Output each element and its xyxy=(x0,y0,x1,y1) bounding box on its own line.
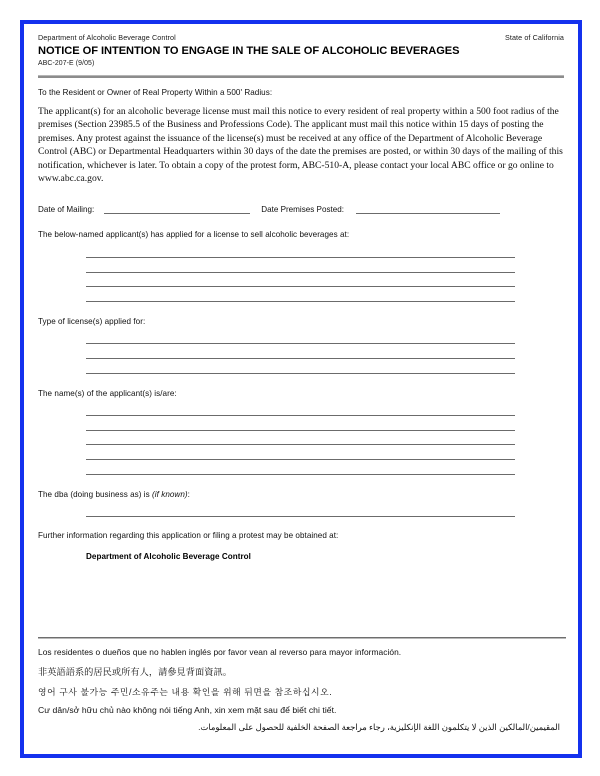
write-in-line[interactable] xyxy=(86,273,515,288)
date-premises-posted-label: Date Premises Posted: xyxy=(261,205,345,215)
dba-lines xyxy=(86,503,564,518)
body-paragraph: The applicant(s) for an alcoholic beverage license must mail this notice to every resident of real property within a 500 foot radius of the premises (Section 23985.5 of the Business and Professions Code). The applicant must mail this notice within 15 days of posting the premises. Any protest against the issuance of the license(s) must be received at any office of the Department of Alcoholic Beverage Control (ABC) or Departmental Headquarters within 30 days of the date the premises are posted, or within 30 days of the mailing of this notification, whichever is later. To obtain a copy of the protest form, ABC-510-A, please contact your local ABC office or go online to www.abc.ca.gov. xyxy=(38,106,563,185)
license-type-label: Type of license(s) applied for: xyxy=(38,316,146,326)
addressee-line: To the Resident or Owner of Real Property Within a 500' Radius: xyxy=(38,88,273,97)
section-applicant-names xyxy=(38,389,564,475)
dba-label-plain: The dba (doing business as) is xyxy=(38,489,153,499)
write-in-line[interactable] xyxy=(86,445,515,460)
footer-notice-korean: 영어 구사 불가능 주민/소유주는 내용 확인을 위해 뒤면을 참조하십시오. xyxy=(38,687,333,697)
write-in-line[interactable] xyxy=(86,344,515,359)
applicant-names-label: The name(s) of the applicant(s) is/are: xyxy=(38,388,177,398)
date-row xyxy=(38,204,564,214)
header-state: State of California xyxy=(504,33,564,42)
abc-office-name: Department of Alcoholic Beverage Control xyxy=(86,552,251,562)
applicant-names-lines xyxy=(86,402,564,475)
section-further-information xyxy=(38,531,564,561)
write-in-line[interactable] xyxy=(86,460,515,475)
date-of-mailing-label: Date of Mailing: xyxy=(38,205,95,215)
premises-address-lines xyxy=(86,243,564,301)
write-in-line[interactable] xyxy=(86,402,515,417)
section-premises-address xyxy=(38,230,564,301)
write-in-line[interactable] xyxy=(86,503,515,518)
write-in-line[interactable] xyxy=(86,258,515,273)
date-premises-posted-input[interactable] xyxy=(356,204,500,214)
footer-notice-vietnamese: Cư dân/sở hữu chủ nào không nói tiếng Anh, xin xem mặt sau để biết chi tiết. xyxy=(38,705,337,715)
write-in-line[interactable] xyxy=(86,359,515,374)
section-license-type xyxy=(38,317,564,374)
footer-divider xyxy=(38,637,566,639)
write-in-line[interactable] xyxy=(86,287,515,302)
page-title: NOTICE OF INTENTION TO ENGAGE IN THE SALE OF ALCOHOLIC BEVERAGES xyxy=(38,45,460,57)
dba-label-tail: : xyxy=(187,489,190,499)
footer-notice-spanish: Los residentes o dueños que no hablen inglés por favor vean al reverso para mayor información. xyxy=(38,647,402,657)
form-number: ABC-207-E (9/05) xyxy=(38,60,95,67)
section-dba xyxy=(38,490,564,518)
dba-label xyxy=(38,490,564,499)
premises-address-label: The below-named applicant(s) has applied for a license to sell alcoholic beverages at: xyxy=(38,230,350,240)
write-in-line[interactable] xyxy=(86,330,515,345)
header-department: Department of Alcoholic Beverage Control xyxy=(38,33,176,42)
multilingual-footer xyxy=(38,637,566,732)
write-in-line[interactable] xyxy=(86,243,515,258)
footer-notice-arabic: المقيمين/المالكين الذين لا يتكلمون اللغة الإنكليزية، رجاء مراجعة الصفحة الخلفية للحصول على المعلومات. xyxy=(198,722,560,732)
footer-notice-chinese: 非英語語系的居民或所有人，請參見背面資訊。 xyxy=(38,667,232,677)
write-in-line[interactable] xyxy=(86,416,515,431)
form-header xyxy=(38,33,564,42)
further-information-label: Further information regarding this application or filing a protest may be obtained at: xyxy=(38,531,339,541)
write-in-line[interactable] xyxy=(86,431,515,446)
header-divider xyxy=(38,75,564,78)
dba-label-italic: (if known) xyxy=(152,489,188,499)
license-type-lines xyxy=(86,330,564,374)
date-of-mailing-input[interactable] xyxy=(104,204,250,214)
